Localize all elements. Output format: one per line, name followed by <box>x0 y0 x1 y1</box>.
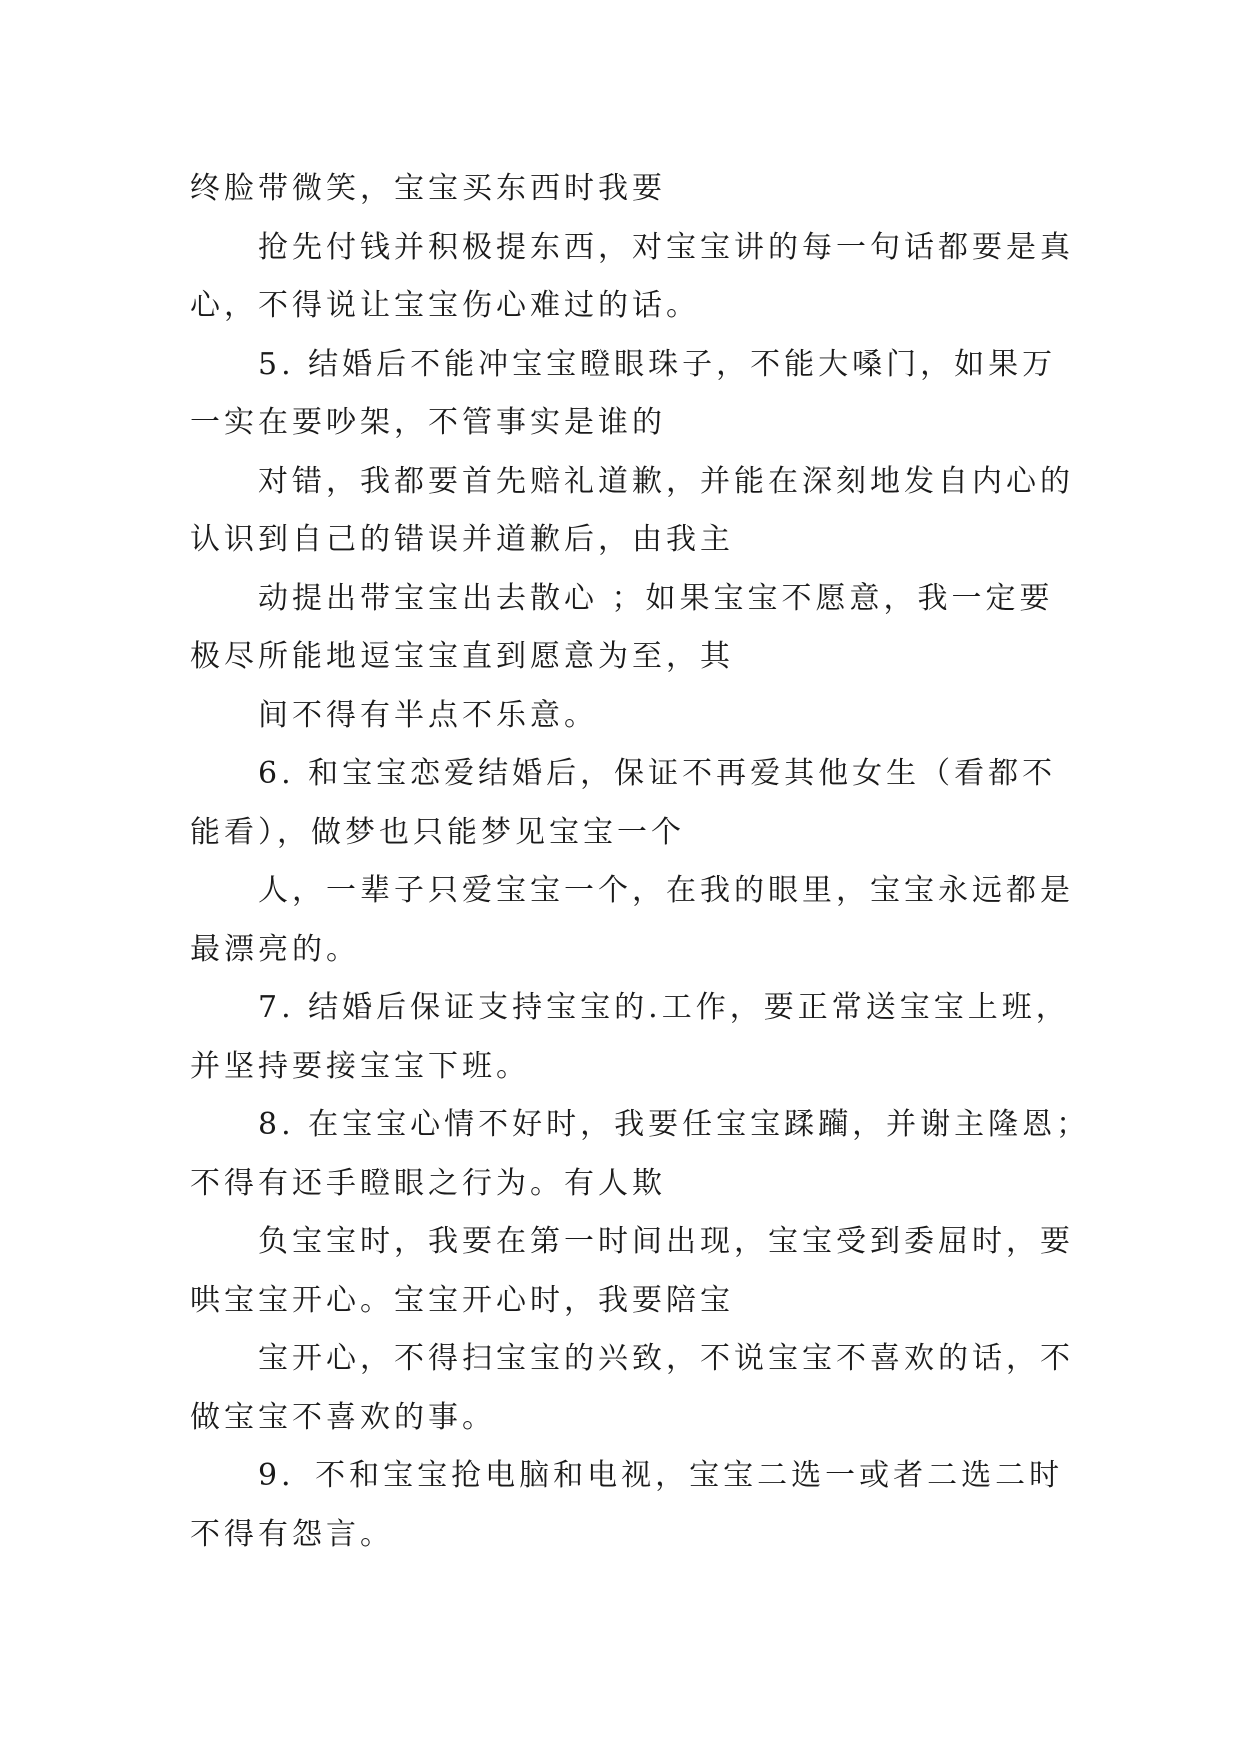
text-line: 认识到自己的错误并道歉后，由我主 <box>190 522 734 557</box>
text-line: 负宝宝时，我要在第一时间出现，宝宝受到委屈时，要 <box>258 1224 1074 1259</box>
text-line: 6. 和宝宝恋爱结婚后，保证不再爱其他女生（看都不 <box>258 756 1057 791</box>
text-line: 终脸带微笑，宝宝买东西时我要 <box>190 171 666 206</box>
text-line: 5. 结婚后不能冲宝宝瞪眼珠子，不能大嗓门，如果万 <box>258 346 1057 382</box>
text-line: 不得有怨言。 <box>190 1516 394 1552</box>
text-line: 一实在要吵架，不管事实是谁的 <box>190 405 666 440</box>
text-line: 并坚持要接宝宝下班。 <box>190 1048 530 1084</box>
body-text <box>190 160 1091 1564</box>
text-line: 8. 在宝宝心情不好时，我要任宝宝蹂躏，并谢主隆恩； <box>258 1107 1091 1142</box>
text-line: 最漂亮的。 <box>190 931 360 967</box>
text-line: 人，一辈子只爱宝宝一个，在我的眼里，宝宝永远都是 <box>258 873 1074 908</box>
text-line: 做宝宝不喜欢的事。 <box>190 1399 496 1435</box>
text-line: 抢先付钱并积极提东西，对宝宝讲的每一句话都要是真 <box>258 229 1074 265</box>
text-line: 不得有还手瞪眼之行为。有人欺 <box>190 1165 666 1201</box>
text-line: 7. 结婚后保证支持宝宝的.工作，要正常送宝宝上班， <box>258 990 1070 1025</box>
text-line: 极尽所能地逗宝宝直到愿意为至，其 <box>190 639 734 674</box>
text-line: 对错，我都要首先赔礼道歉，并能在深刻地发自内心的 <box>258 463 1074 499</box>
text-line: 宝开心，不得扫宝宝的兴致，不说宝宝不喜欢的话，不 <box>258 1341 1074 1376</box>
text-line: 心，不得说让宝宝伤心难过的话。 <box>190 288 700 323</box>
text-line: 间不得有半点不乐意。 <box>258 697 598 733</box>
text-line: 哄宝宝开心。宝宝开心时，我要陪宝 <box>190 1282 734 1318</box>
text-line: 动提出带宝宝出去散心 ；如果宝宝不愿意，我一定要 <box>258 580 1054 616</box>
text-line: 9．不和宝宝抢电脑和电视，宝宝二选一或者二选二时 <box>258 1458 1064 1493</box>
text-line: 能看），做梦也只能梦见宝宝一个 <box>190 814 685 850</box>
